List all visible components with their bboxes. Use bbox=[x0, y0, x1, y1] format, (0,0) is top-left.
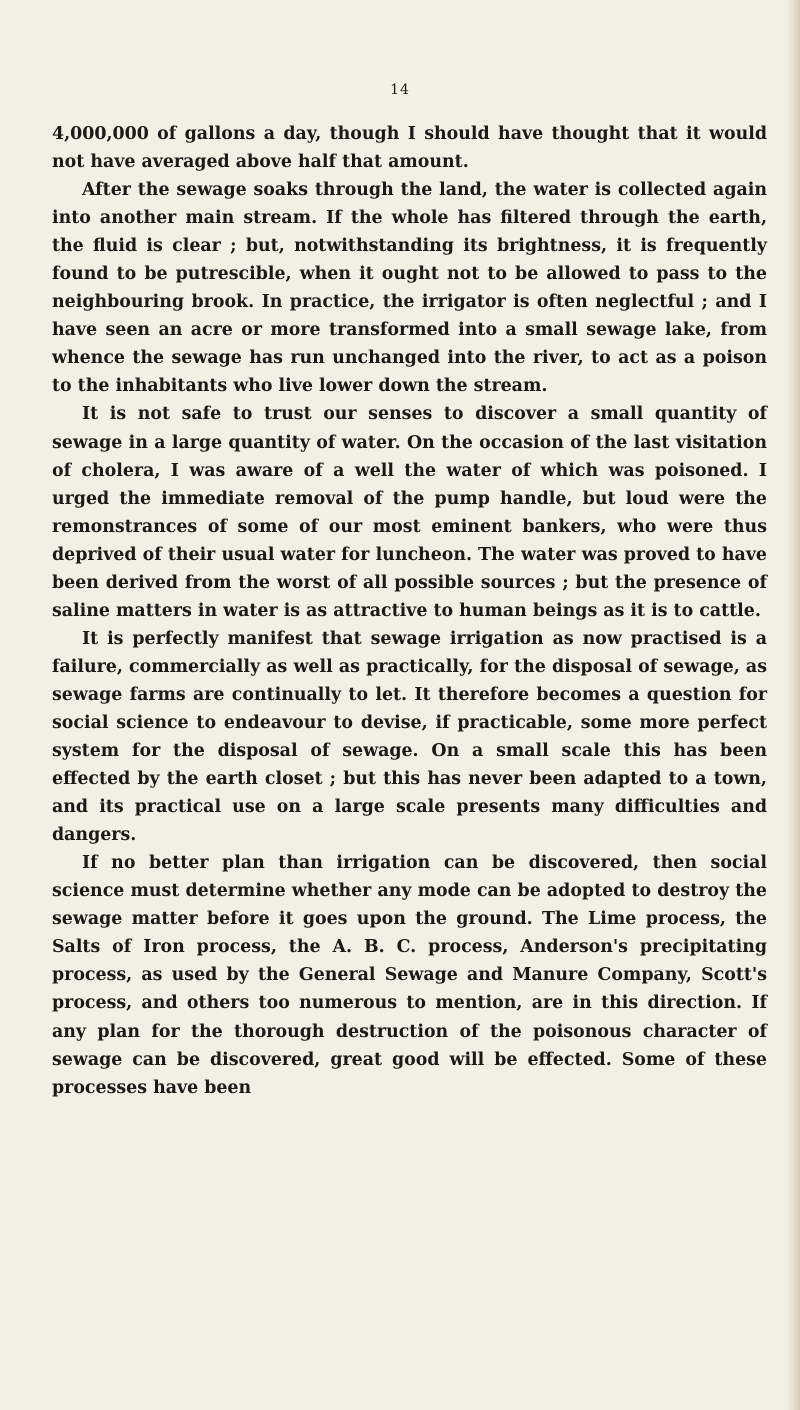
paragraph-5: If no better plan than irrigation can be discovered, then social science must determine whether any mode can be adopted to destroy the sewage matter before it goes upon the ground. The Lime process, the Salts of Iron process, the A. B. C. process, Anderson's precipitating process, as used by the General Sewage and Manure Company, Scott's process, and others too numerous to mention, are in this direction. If any plan for the thorough destruction of the poisonous character of sewage can be discovered, great good will be effected. Some of these processes have been bbox=[52, 853, 767, 1098]
paragraph-1: 4,000,000 of gallons a day, though I should have thought that it would not have averaged above half that amount. bbox=[52, 124, 767, 173]
page-edge-shadow bbox=[786, 0, 800, 1410]
body-text bbox=[52, 120, 767, 1102]
paragraph-4: It is perfectly manifest that sewage irrigation as now practised is a failure, commercially as well as practically, for the disposal of sewage, as sewage farms are continually to let. It therefore becomes a question for social science to endeavour to devise, if practicable, some more perfect system for the disposal of sewage. On a small scale this has been effected by the earth closet ; but this has never been adapted to a town, and its practical use on a large scale presents many difficulties and dangers. bbox=[52, 628, 767, 846]
paragraph-2: After the sewage soaks through the land, the water is collected again into another main stream. If the whole has filtered through the earth, the fluid is clear ; but, notwithstanding its brightness, it is frequently found to be putrescible, when it ought not to be allowed to pass to the neighbouring brook. In practice, the irrigator is often neglectful ; and I have seen an acre or more transformed into a small sewage lake, from whence the sewage has run unchanged into the river, to act as a poison to the inhabitants who live lower down the stream. bbox=[52, 180, 767, 397]
paragraph-3: It is not safe to trust our senses to discover a small quantity of sewage in a large quantity of water. On the occasion of the last visitation of cholera, I was aware of a well the water of which was poisoned. I urged the immediate removal of the pump handle, but loud were the remonstrances of some of our most eminent bankers, who were thus deprived of their usual water for luncheon. The water was proved to have been derived from the worst of all possible sources ; but the presence of saline matters in water is as attractive to human beings as it is to cattle. bbox=[52, 404, 767, 621]
page-number: 14 bbox=[390, 82, 410, 98]
